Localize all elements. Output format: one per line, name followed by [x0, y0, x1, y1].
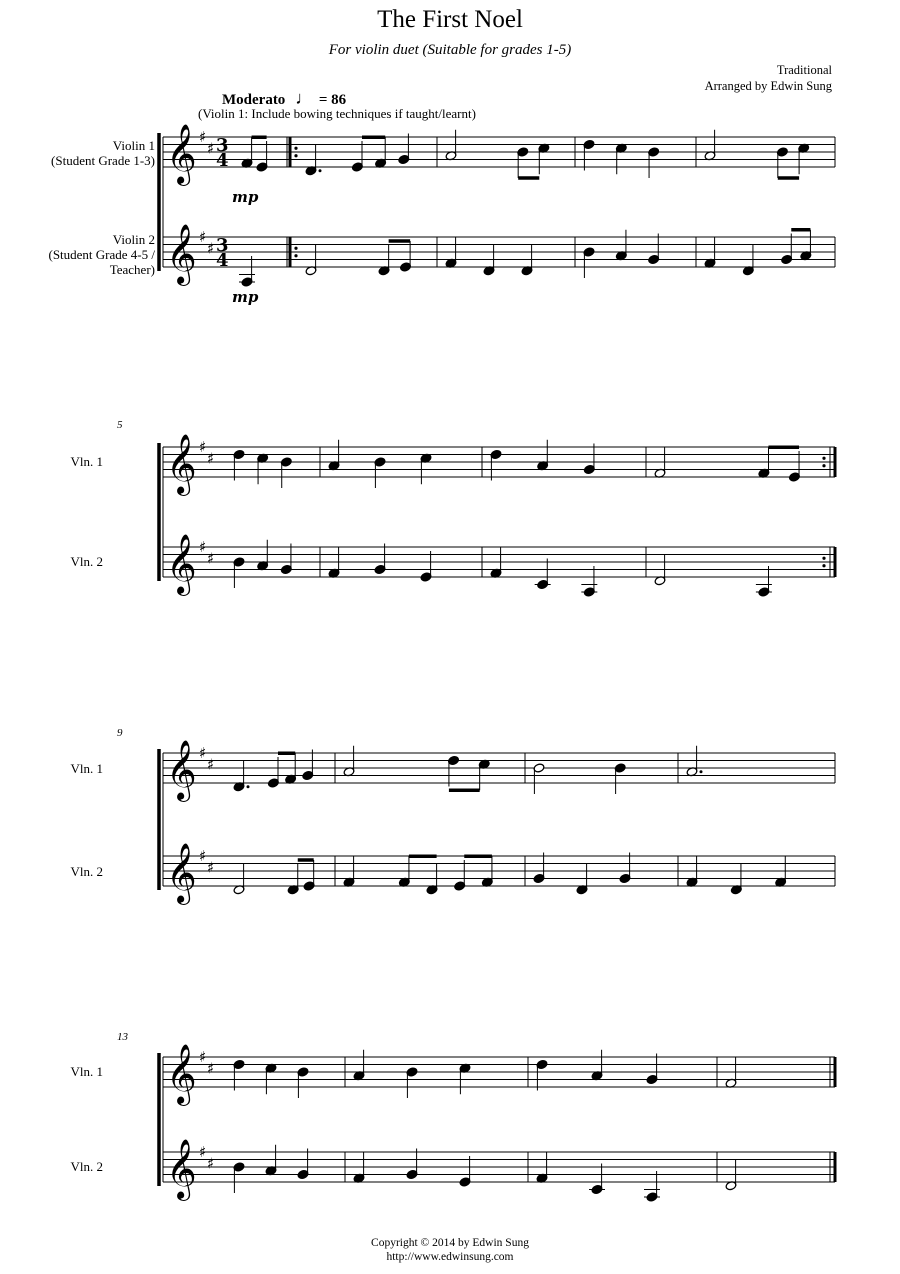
violin1-short-label: Vln. 1: [70, 1064, 103, 1079]
composer-label: Traditional: [776, 63, 832, 77]
repeat-dot: [822, 457, 825, 460]
time-signature-bottom: 4: [216, 150, 229, 171]
repeat-dot: [294, 254, 297, 257]
dot: [319, 169, 322, 172]
measure-number: 13: [117, 1031, 128, 1043]
performance-instruction: (Violin 1: Include bowing techniques if taught/learnt): [198, 106, 476, 121]
violin2-short-label: Vln. 2: [70, 1159, 103, 1174]
website-url: http://www.edwinsung.com: [386, 1251, 514, 1263]
violin2-grade-line: (Student Grade 4-5 /: [48, 247, 155, 262]
treble-clef-icon: 𝄞: [166, 534, 197, 594]
sharp-icon: ♯: [199, 538, 207, 556]
copyright-text: Copyright © 2014 by Edwin Sung: [371, 1237, 529, 1249]
treble-clef-icon: 𝄞: [166, 843, 197, 903]
sharp-icon: ♯: [199, 847, 207, 865]
sharp-icon: ♯: [199, 1143, 207, 1161]
violin2-name-line: Violin 2: [112, 232, 155, 247]
sharp-icon: ♯: [207, 858, 215, 877]
measure-number: 5: [117, 419, 123, 431]
sharp-icon: ♯: [207, 239, 215, 258]
violin1-short-label: Vln. 1: [70, 761, 103, 776]
treble-clef-icon: 𝄞: [166, 740, 197, 800]
sharp-icon: ♯: [207, 549, 215, 568]
dot: [700, 770, 703, 773]
sharp-icon: ♯: [199, 438, 207, 456]
measure-number: 9: [117, 727, 123, 739]
sharp-icon: ♯: [207, 449, 215, 468]
time-signature-top: 3: [216, 235, 229, 256]
repeat-dot: [294, 247, 297, 250]
sharp-icon: ♯: [207, 1059, 215, 1078]
piece-subtitle: For violin duet (Suitable for grades 1-5): [328, 42, 572, 58]
time-signature-bottom: 4: [216, 250, 229, 271]
repeat-dot: [294, 154, 297, 157]
treble-clef-icon: 𝄞: [166, 1044, 197, 1104]
violin2-short-label: Vln. 2: [70, 554, 103, 569]
repeat-dot: [822, 464, 825, 467]
treble-clef-icon: 𝄞: [166, 434, 197, 494]
quarter-note-icon: ♩: [295, 88, 314, 108]
sharp-icon: ♯: [199, 228, 207, 246]
arranger-label: Arranged by Edwin Sung: [704, 79, 832, 93]
piece-title: The First Noel: [377, 6, 523, 33]
repeat-dot: [822, 557, 825, 560]
tempo-text: Moderato: [222, 92, 286, 108]
time-signature-top: 3: [216, 135, 229, 156]
violin1-grade-line: (Student Grade 1-3): [51, 153, 155, 168]
sharp-icon: ♯: [207, 1154, 215, 1173]
dynamic-marking: mp: [232, 288, 259, 306]
treble-clef-icon: 𝄞: [166, 124, 197, 184]
violin1-short-label: Vln. 1: [70, 454, 103, 469]
sharp-icon: ♯: [207, 755, 215, 774]
violin2-short-label: Vln. 2: [70, 864, 103, 879]
sharp-icon: ♯: [199, 128, 207, 146]
violin1-name-line: Violin 1: [112, 138, 155, 153]
treble-clef-icon: 𝄞: [166, 1139, 197, 1199]
sharp-icon: ♯: [199, 744, 207, 762]
repeat-dot: [294, 147, 297, 150]
sharp-icon: ♯: [199, 1048, 207, 1066]
tempo-bpm: = 86: [318, 92, 347, 108]
violin2-teacher-line: Teacher): [109, 262, 155, 277]
sharp-icon: ♯: [207, 139, 215, 158]
dot: [247, 785, 250, 788]
dynamic-marking: mp: [232, 188, 259, 206]
repeat-dot: [822, 564, 825, 567]
treble-clef-icon: 𝄞: [166, 224, 197, 284]
copyright-footer: [0, 1236, 900, 1264]
